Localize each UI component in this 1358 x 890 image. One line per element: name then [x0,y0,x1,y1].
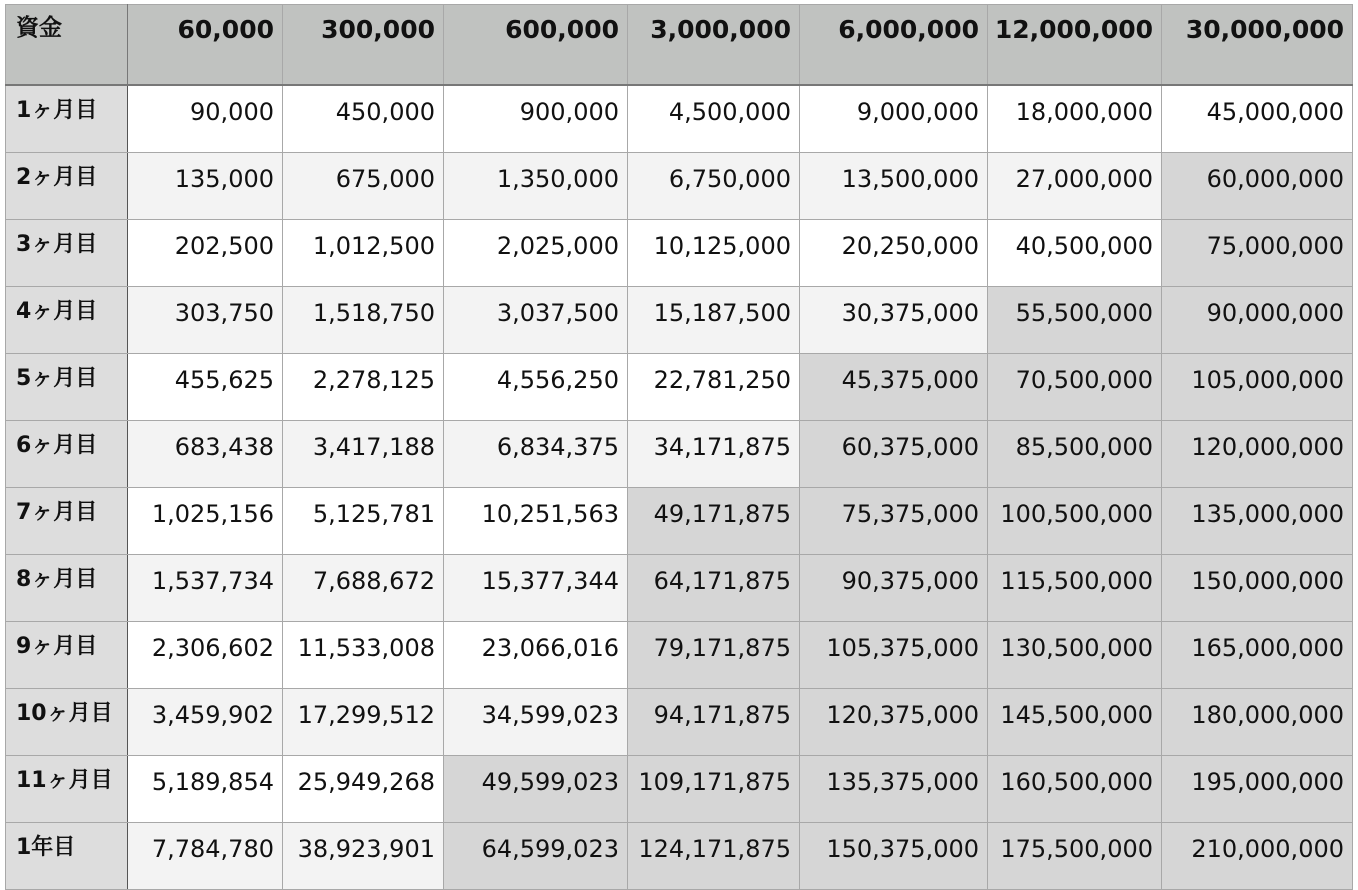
table-cell: 180,000,000 [1162,688,1353,755]
fund-growth-table-container [5,4,1353,890]
table-cell: 124,171,875 [628,822,800,889]
table-cell: 4,500,000 [628,85,800,152]
table-cell: 1,518,750 [283,286,444,353]
column-header: 12,000,000 [988,5,1162,86]
table-row [6,822,1353,889]
table-cell: 105,000,000 [1162,353,1353,420]
row-label: 2ヶ月目 [6,152,128,219]
table-cell: 34,171,875 [628,420,800,487]
table-cell: 455,625 [128,353,283,420]
fund-growth-table [5,4,1353,890]
table-cell: 79,171,875 [628,621,800,688]
table-row [6,621,1353,688]
row-label: 10ヶ月目 [6,688,128,755]
table-cell: 75,375,000 [800,487,988,554]
table-cell: 1,537,734 [128,554,283,621]
row-label: 1年目 [6,822,128,889]
table-row [6,755,1353,822]
table-cell: 55,500,000 [988,286,1162,353]
table-cell: 120,000,000 [1162,420,1353,487]
table-cell: 175,500,000 [988,822,1162,889]
table-cell: 100,500,000 [988,487,1162,554]
table-cell: 109,171,875 [628,755,800,822]
table-cell: 5,189,854 [128,755,283,822]
row-label: 1ヶ月目 [6,85,128,152]
table-cell: 64,171,875 [628,554,800,621]
table-cell: 2,278,125 [283,353,444,420]
table-cell: 7,784,780 [128,822,283,889]
table-cell: 40,500,000 [988,219,1162,286]
table-cell: 195,000,000 [1162,755,1353,822]
row-label: 11ヶ月目 [6,755,128,822]
table-cell: 3,037,500 [444,286,628,353]
table-cell: 450,000 [283,85,444,152]
row-label: 3ヶ月目 [6,219,128,286]
table-cell: 10,125,000 [628,219,800,286]
table-cell: 135,000 [128,152,283,219]
table-cell: 85,500,000 [988,420,1162,487]
table-cell: 90,000,000 [1162,286,1353,353]
table-cell: 60,375,000 [800,420,988,487]
table-cell: 135,375,000 [800,755,988,822]
table-cell: 1,025,156 [128,487,283,554]
table-cell: 165,000,000 [1162,621,1353,688]
table-cell: 18,000,000 [988,85,1162,152]
column-header: 300,000 [283,5,444,86]
table-cell: 210,000,000 [1162,822,1353,889]
table-cell: 2,025,000 [444,219,628,286]
table-cell: 20,250,000 [800,219,988,286]
table-cell: 6,750,000 [628,152,800,219]
table-row [6,487,1353,554]
table-cell: 150,000,000 [1162,554,1353,621]
table-row [6,219,1353,286]
table-cell: 6,834,375 [444,420,628,487]
column-header: 30,000,000 [1162,5,1353,86]
table-cell: 49,171,875 [628,487,800,554]
table-cell: 60,000,000 [1162,152,1353,219]
table-row [6,688,1353,755]
table-cell: 49,599,023 [444,755,628,822]
table-body [6,85,1353,889]
table-cell: 3,417,188 [283,420,444,487]
table-cell: 150,375,000 [800,822,988,889]
table-cell: 10,251,563 [444,487,628,554]
table-cell: 4,556,250 [444,353,628,420]
header-row [6,5,1353,86]
row-label: 7ヶ月目 [6,487,128,554]
row-label: 5ヶ月目 [6,353,128,420]
column-header: 600,000 [444,5,628,86]
table-cell: 7,688,672 [283,554,444,621]
table-cell: 130,500,000 [988,621,1162,688]
table-cell: 3,459,902 [128,688,283,755]
corner-label: 資金 [6,5,128,86]
table-cell: 70,500,000 [988,353,1162,420]
table-cell: 202,500 [128,219,283,286]
table-cell: 11,533,008 [283,621,444,688]
table-cell: 160,500,000 [988,755,1162,822]
table-cell: 45,000,000 [1162,85,1353,152]
table-cell: 22,781,250 [628,353,800,420]
column-header: 3,000,000 [628,5,800,86]
table-cell: 90,000 [128,85,283,152]
table-cell: 1,350,000 [444,152,628,219]
table-cell: 34,599,023 [444,688,628,755]
table-cell: 75,000,000 [1162,219,1353,286]
table-cell: 27,000,000 [988,152,1162,219]
column-header: 6,000,000 [800,5,988,86]
column-header: 60,000 [128,5,283,86]
table-cell: 45,375,000 [800,353,988,420]
table-row [6,286,1353,353]
table-row [6,420,1353,487]
row-label: 9ヶ月目 [6,621,128,688]
row-label: 8ヶ月目 [6,554,128,621]
table-cell: 90,375,000 [800,554,988,621]
table-cell: 15,187,500 [628,286,800,353]
table-row [6,85,1353,152]
table-cell: 105,375,000 [800,621,988,688]
table-row [6,152,1353,219]
row-label: 6ヶ月目 [6,420,128,487]
table-cell: 17,299,512 [283,688,444,755]
table-cell: 15,377,344 [444,554,628,621]
table-cell: 1,012,500 [283,219,444,286]
table-cell: 675,000 [283,152,444,219]
table-cell: 23,066,016 [444,621,628,688]
row-label: 4ヶ月目 [6,286,128,353]
table-cell: 13,500,000 [800,152,988,219]
table-cell: 303,750 [128,286,283,353]
table-row [6,353,1353,420]
table-cell: 120,375,000 [800,688,988,755]
table-cell: 30,375,000 [800,286,988,353]
table-cell: 145,500,000 [988,688,1162,755]
table-cell: 38,923,901 [283,822,444,889]
table-cell: 115,500,000 [988,554,1162,621]
table-cell: 64,599,023 [444,822,628,889]
table-cell: 5,125,781 [283,487,444,554]
table-cell: 94,171,875 [628,688,800,755]
table-cell: 2,306,602 [128,621,283,688]
table-cell: 25,949,268 [283,755,444,822]
table-cell: 683,438 [128,420,283,487]
table-row [6,554,1353,621]
table-cell: 900,000 [444,85,628,152]
table-cell: 9,000,000 [800,85,988,152]
table-cell: 135,000,000 [1162,487,1353,554]
